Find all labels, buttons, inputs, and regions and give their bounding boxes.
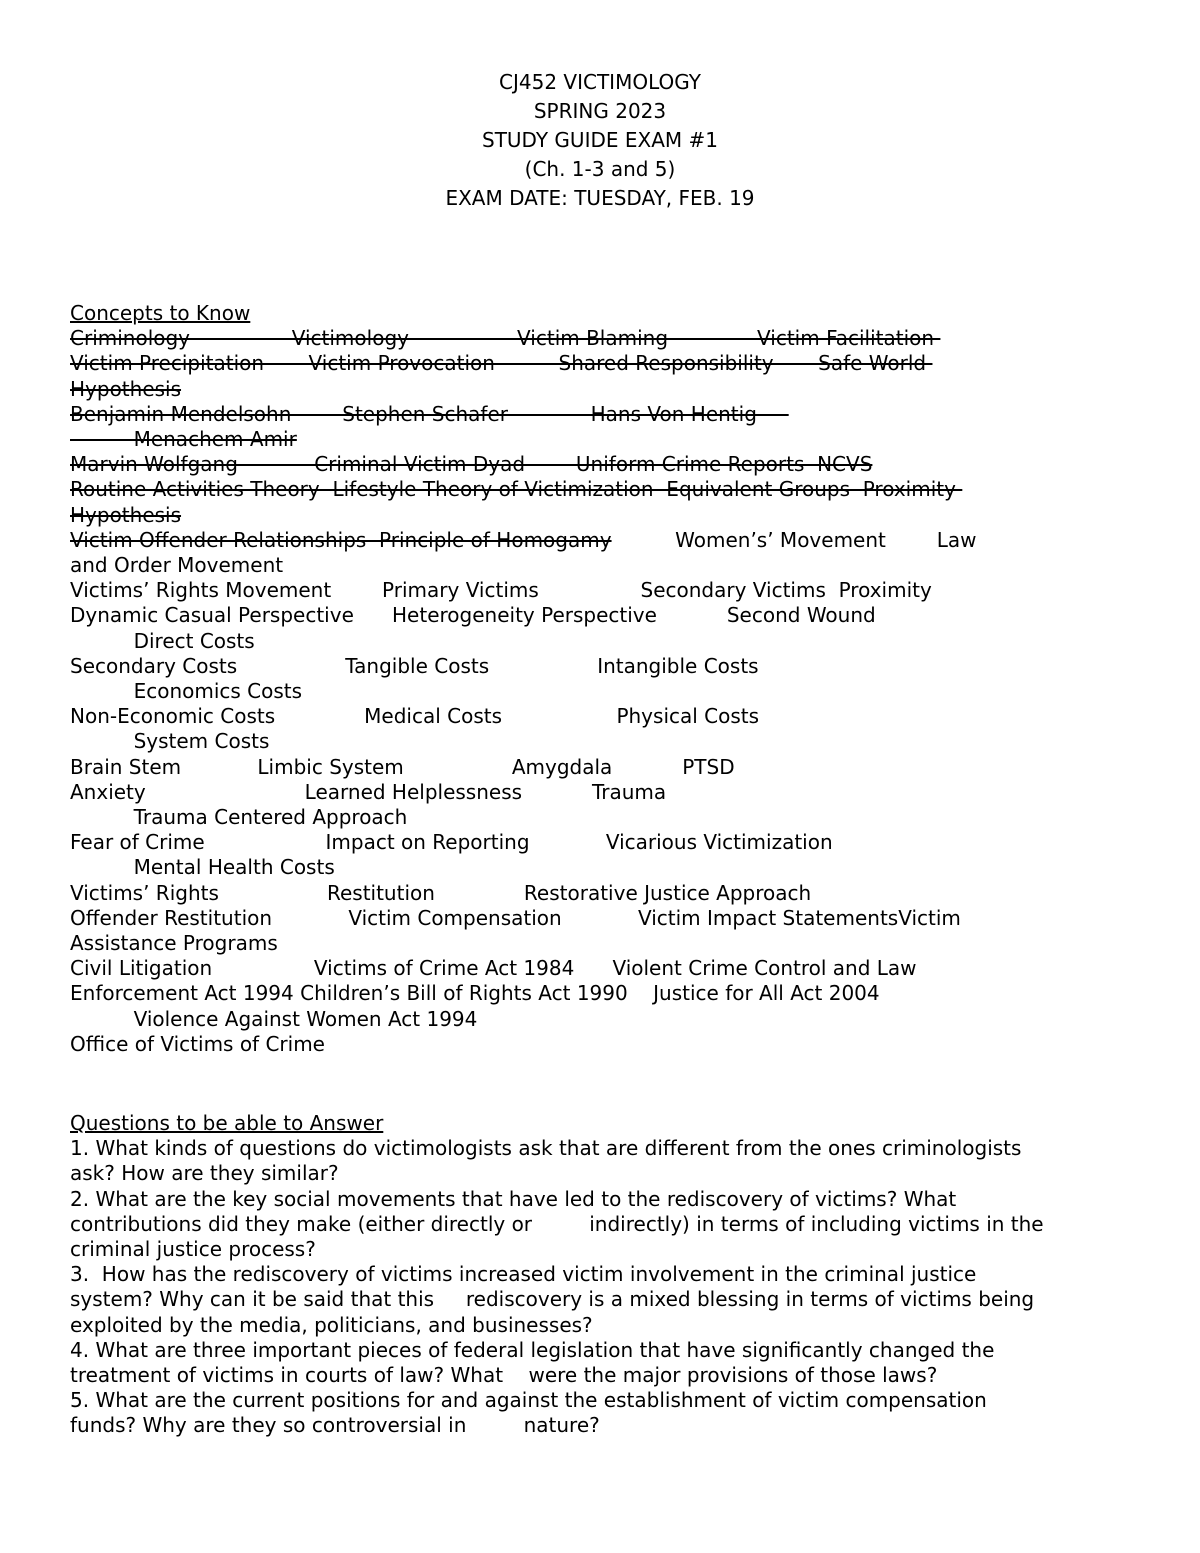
concept-text: Women’s’ Movement Law [611,527,977,552]
concept-text: Anxiety Learned Helplessness Trauma [70,779,667,804]
concept-text: Offender Restitution Victim Compensation Victim Impact StatementsVictim [70,905,961,930]
concept-line [70,629,1132,654]
concept-text-struck: Victim Offender Relationships Principle of Homogamy [70,527,612,552]
exam-date: EXAM DATE: TUESDAY, FEB. 19 [445,186,755,210]
question-line: 4. What are three important pieces of federal legislation that have significantly changed the [70,1337,995,1362]
concept-text: System Costs [70,729,270,754]
concept-text: Brain Stem Limbic System Amygdala PTSD [70,754,735,779]
concept-line [70,553,1132,578]
question-line: 3. How has the rediscovery of victims increased victim involvement in the criminal justice [70,1262,977,1287]
question-line: funds? Why are they so controversial in nature? [70,1413,600,1438]
concept-text: Non-Economic Costs Medical Costs Physical Costs [70,704,760,729]
question-line: contributions did they make (either directly or indirectly) in terms of including victims in the [70,1211,1044,1236]
concept-text: Mental Health Costs [70,855,335,880]
concept-line [70,855,1132,880]
concept-text: Office of Victims of Crime [70,1031,325,1056]
concept-text-struck: Marvin Wolfgang Criminal Victim Dyad Uniform Crime Reports NCVS [70,452,873,477]
concept-text: Secondary Costs Tangible Costs Intangible Costs [70,653,759,678]
guide-title: STUDY GUIDE EXAM #1 [482,128,718,152]
concept-text: Direct Costs [70,628,255,653]
concept-text-struck: Routine Activities Theory Lifestyle Theory of Victimization Equivalent Groups Proximity [70,477,963,502]
concept-text: Civil Litigation Victims of Crime Act 1984 Violent Crime Control and Law [70,956,917,981]
concept-line [70,326,1132,351]
concept-text: Victims’ Rights Restitution Restorative Justice Approach [70,880,812,905]
concept-line [70,981,1132,1006]
question-line: system? Why can it be said that this rediscovery is a mixed blessing in terms of victims being [70,1287,1035,1312]
concept-line [70,452,1132,477]
question-line: exploited by the media, politicians, and businesses? [70,1312,593,1337]
question-line: 2. What are the key social movements that have led to the rediscovery of victims? What [70,1186,957,1211]
concept-text: and Order Movement [70,553,284,578]
concept-text-struck: Menachem Amir [70,427,297,452]
concept-text: Fear of Crime Impact on Reporting Vicarious Victimization [70,830,833,855]
concepts-section [70,301,1132,1057]
concept-text: Trauma Centered Approach [70,805,408,830]
question-line: treatment of victims in courts of law? What were the major provisions of those laws? [70,1363,938,1388]
concept-text: Dynamic Casual Perspective Heterogeneity Perspective Second Wound [70,603,876,628]
concept-line [70,931,1132,956]
concept-text: Victims’ Rights Movement Primary Victims Secondary Victims Proximity [70,578,932,603]
concept-text-struck: Hypothesis [70,376,182,401]
concept-line [70,402,1132,427]
concept-line [70,830,1132,855]
document-header [0,68,1200,213]
concept-line [70,906,1132,931]
concept-text: Violence Against Women Act 1994 [70,1006,478,1031]
concept-line [70,755,1132,780]
concept-line [70,780,1132,805]
term: SPRING 2023 [533,99,667,123]
concept-line [70,679,1132,704]
concept-line [70,503,1132,528]
questions-heading: Questions to be able to Answer [70,1111,384,1135]
concepts-list [70,326,1132,1057]
concept-line [70,377,1132,402]
questions-section [70,1111,1132,1439]
chapters: (Ch. 1-3 and 5) [524,157,676,181]
concept-line [70,881,1132,906]
concept-line [70,477,1132,502]
question-line: 5. What are the current positions for and against the establishment of victim compensation [70,1388,987,1413]
concept-text-struck: Benjamin Mendelsohn Stephen Schafer Hans Von Hentig [70,401,789,426]
concept-text-struck: Victim Precipitation Victim Provocation Shared Responsibility Safe World [70,351,933,376]
question-line: criminal justice process? [70,1237,316,1262]
concept-text: Economics Costs [70,679,303,704]
concept-line [70,578,1132,603]
concept-line [70,427,1132,452]
concept-line [70,704,1132,729]
question-line: ask? How are they similar? [70,1161,339,1186]
concept-line [70,654,1132,679]
concept-line [70,1007,1132,1032]
concept-line [70,603,1132,628]
concept-line [70,729,1132,754]
course-title: CJ452 VICTIMOLOGY [499,70,701,94]
concept-line [70,805,1132,830]
concept-line [70,956,1132,981]
concept-text-struck: Criminology Victimology Victim Blaming Victim Facilitation [70,326,941,351]
concept-text-struck: Hypothesis [70,502,182,527]
concepts-heading: Concepts to Know [70,301,251,325]
concept-line [70,351,1132,376]
question-line: 1. What kinds of questions do victimologists ask that are different from the ones criminologists [70,1136,1022,1161]
concept-line [70,1032,1132,1057]
concept-text: Assistance Programs [70,931,278,956]
concept-text: Enforcement Act 1994 Children’s Bill of Rights Act 1990 Justice for All Act 2004 [70,981,880,1006]
concept-line [70,528,1132,553]
questions-list [70,1136,1132,1438]
